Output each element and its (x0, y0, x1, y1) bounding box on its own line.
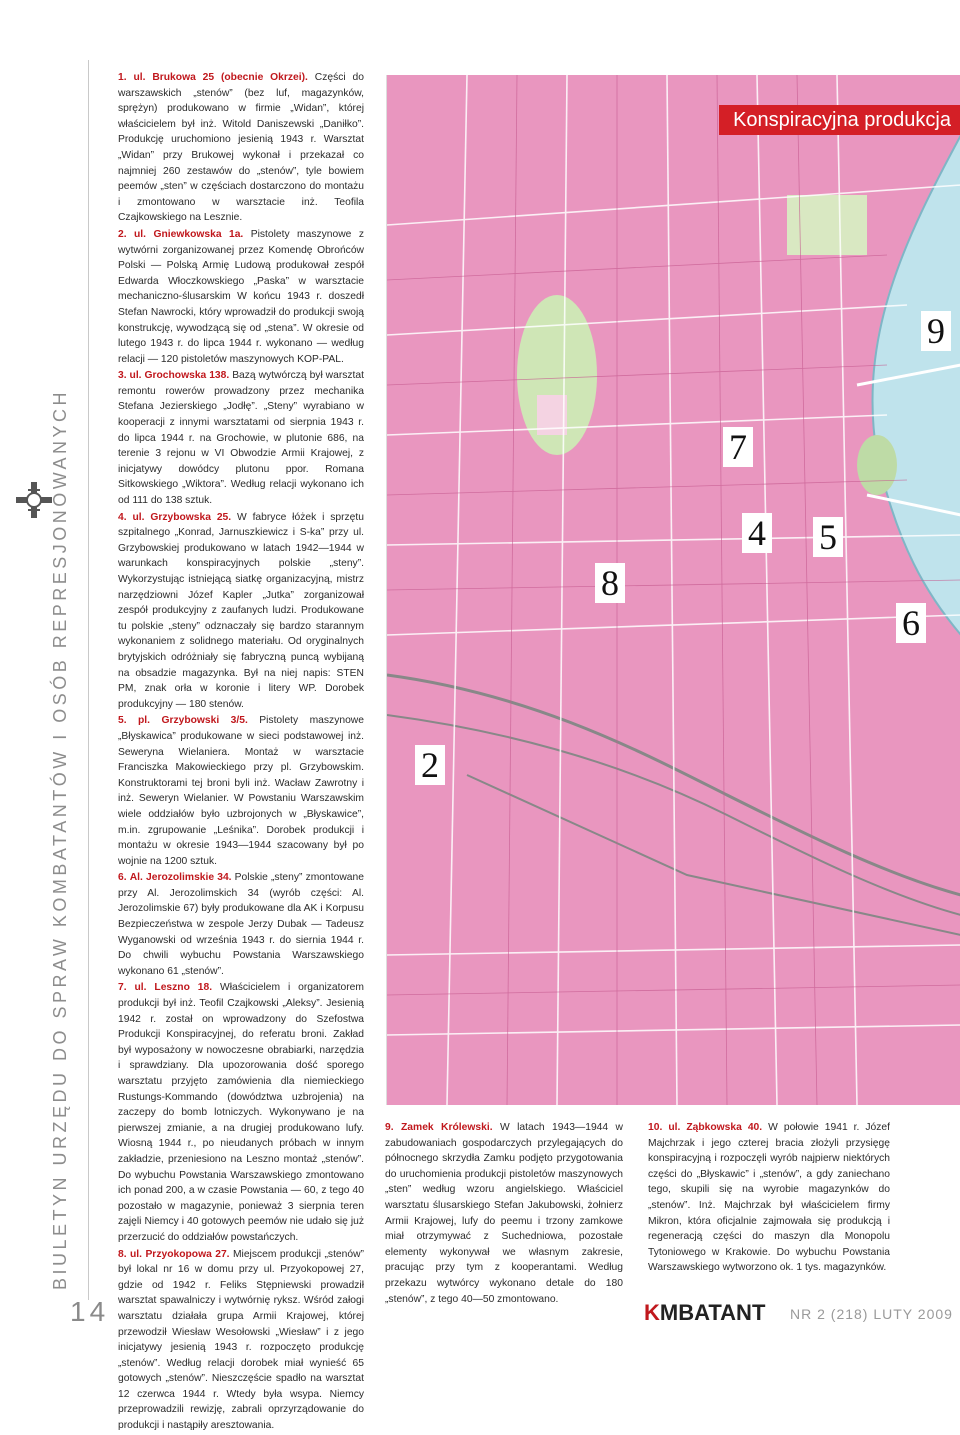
map-marker-8: 8 (595, 563, 625, 603)
entry-3: 3. ul. Grochowska 138. Bazą wytwórczą był warsztat remontu rowerów prowadzony przez mechanika Stefana Jezierskiego „Jodłę”. „Steny” wyrabiano w kooperacji z innymi warsztatami od sierpnia 1943 r. do lipca 1944 r. na Grochowie, w plutonie 686, na terenie 3 rejonu w VI Obwodzie Armii Krajowej, z inicjatywy dowódcy plutonu ppor. Romana Sitkowskiego „Wiktora”. Według relacji wykonano ich od 111 do 138 sztuk. (118, 370, 364, 507)
article-column-under-map-left (385, 1120, 623, 1308)
map-marker-4: 4 (742, 513, 772, 553)
issue-info: NR 2 (218) LUTY 2009 (790, 1306, 953, 1322)
entry-2: 2. ul. Gniewkowska 1a. Pistolety maszynowe z wytwórni zorganizowanej przez Komendę Obrońców Polski — Polską Armię Ludową produkował zespół Edwarda Włoczkowskiego „Paska” w warsztacie mechaniczno-ślusarskim W końcu 1943 r. doszedł Stefan Nawrocki, który wprowadził do produkcji swoją konstrukcję, wywodzącą się od „stena”. W okresie od lutego 1943 r. do lipca 1944 r. wykonano — według relacji — 120 pistoletów maszynowych KOP-PAL. (118, 228, 364, 365)
map-marker-9: 9 (921, 311, 951, 351)
spine-title: BIULETYN URZĘDU DO SPRAW KOMBATANTÓW I OSÓB REPRESJONOWANYCH (50, 388, 70, 1290)
article-column-left (118, 70, 364, 1435)
map-title: Konspiracyjna produkcja (719, 105, 960, 135)
entry-9: 9. Zamek Królewski. W latach 1943—1944 w zabudowaniach gospodarczych przylegających do północnego skrzydła Zamku podjęto przygotowania do uruchomienia produkcji pistoletów maszynowych „sten” według wzoru angielskiego. Właściciel warsztatu ślusarskiego Stefan Jakubowski, żołnierz Armii Krajowej, lufy do peemu i trzony zamkowe miał otrzymywać z Suchedniowa, pozostałe elementy wykonywał we własnym zakresie, pracując przy tym z kooperantami. Według przekazu wytwórcy wykonano detale do 180 „stenów”, z tego 40—50 zmontowano. (385, 1122, 623, 1305)
entry-5: 5. pl. Grzybowski 3/5. Pistolety maszynowe „Błyskawica” produkowane w sieci podstawowej inż. Seweryna Wielaniera. Montaż w warsztacie Franciszka Makowieckiego przy pl. Grzybowskim. Konstruktorami tej broni byli inż. Wacław Zawrotny i inż. Seweryn Wielanier. W Powstaniu Warszawskim wiele oddziałów było uzbrojonych w „Błyskawice”, m.in. zgrupowanie „Leśnika”. Dorobek produkcji i montażu w okresie 1943—1944 szacowany był po wojnie na 1200 sztuk. (118, 715, 364, 867)
spine (0, 0, 110, 1358)
map-marker-2: 2 (415, 745, 445, 785)
map-marker-5: 5 (813, 517, 843, 557)
spine-divider (88, 60, 89, 1300)
entry-7: 7. ul. Leszno 18. Właścicielem i organizatorem produkcji był inż. Teofil Czajkowski „Aleksy”. Jesienią 1942 r. został on wprowadzony do Szefostwa Produkcji Konspiracyjnej, do referatu broni. Zakład był wyposażony w nowoczesne obrabiarki, narzędzia i sprawdziany. Dla upozorowania dość sporego warsztatu przyjęto zamówienia dla niemieckiego Rustungs-Kommando (dowództwa uzbrojenia) na zaczepy do bomb lotniczych. Wykonywano je na pierwszej zmianie, a na drugiej produkowano lufy. Wiosną 1944 r., po nieudanych próbach w innym zakładzie, przeniesiono na Leszno montaż „stenów”. Do wybuchu Powstania Warszawskiego zmontowano ich ponad 200, a w czasie Powstania — 60, z tego 40 pozostało w magazynie, ponieważ 3 sierpnia teren zajęli Niemcy i 40 gotowych peemów nie udało się już przerzucić do oddziałów powstańczych. (118, 982, 364, 1243)
entry-4: 4. ul. Grzybowska 25. W fabryce łóżek i sprzętu szpitalnego „Konrad, Jarnuszkiewicz i S-ka” przy ul. Grzybowskiej produkowano w latach 1942—1944 w warunkach konspiracyjnych polskie „steny”. Wykorzystując istniejącą siatkę organizacyjną, mistrz narzędziowni Józef Kapler „Jutka” zorganizował zespół produkcyjny z zaufanych ludzi. Produkowane tu polskie „steny” odznaczały się bardzo starannym wykonaniem z solidnego materiału. Od oryginalnych brytyjskich odróżniały się fabryczną puncą wybijaną na obsadzie magazynka. Był na niej napis: STEN PM, znak orła w koronie i litery WP. Dorobek produkcyjny — 180 stenów. (118, 511, 364, 710)
entry-8: 8. ul. Przyokopowa 27. Miejscem produkcji „stenów” był lokal nr 16 w domu przy ul. Przyokopowej 27, gdzie od 1942 r. Feliks Stępniewski prowadził warsztat spawalniczy i wytwórnię ryksz. Wśród załogi warsztatu działała grupa Armii Krajowej, której przewodził Wiesław Wesołowski „Wiesław” i z jego inicjatywy jesienią 1943 r. rozpoczęto produkcję „stenów”. Według relacji dorobek miał wynieść 65 gotowych „stenów”. Nieszczęście spadło na warsztat 12 czerwca 1944 r. Wtedy była wsypa. Niemcy przeprowadzili rewizję, zabrali oprzyrządowanie do produkcji i nastąpiły aresztowania. (118, 1248, 364, 1432)
entry-10: 10. ul. Ząbkowska 40. W połowie 1941 r. Józef Majchrzak i jego czterej bracia złożyli przysięgę konspiracyjną i rozpoczęli wyrób najpierw niektórych części do „Błyskawic” i „stenów”, a gdy zaniechano tego, skupili się na wyrobie magazynków do „stenów”. Inż. Majchrzak był właścicielem firmy Mikron, która oficjalnie zajmowała się produkcją i regeneracją części do maszyn dla Monopolu Tytoniowego w Krakowie. Do wybuchu Powstania Warszawskiego wytworzono ok. 1 tys. magazynków. (648, 1122, 890, 1274)
city-map (386, 75, 960, 1105)
emblem-icon (14, 480, 54, 520)
map-image (387, 75, 960, 1105)
kombatant-logo: KMBATANT (644, 1300, 766, 1325)
page-number: 14 (70, 1296, 110, 1327)
entry-6: 6. Al. Jerozolimskie 34. Polskie „steny” zmontowane przy Al. Jerozolimskich 34 (wyrób części: Al. Jerozolimskie 67) były produkowane dla AK i Korpusu Bezpieczeństwa w zespole Jerzy Dubak — Tadeusz Wyganowski od września 1943 r. do siernia 1944 r. Do chwili wybuchu Powstania Warszawskiego wykonano 61 „stenów”. (118, 872, 364, 977)
map-marker-6: 6 (896, 603, 926, 643)
map-marker-7: 7 (723, 427, 753, 467)
entry-1: 1. ul. Brukowa 25 (obecnie Okrzei). Części do warszawskich „stenów” (bez luf, magazynków, sprężyn) produkowano w firmie „Widan”, której właścicielem był inż. Witold Daniszewski „Daniłko”. Produkcję uruchomiono jesienią 1943 r. Warsztat „Widan” przy Brukowej wykonał i przekazał co najmniej 260 zestawów do „stenów”, tyle bowiem peemów „sten” w częściach dostarczono do montażu i zmontowano w warsztacie inż. Teofila Czajkowskiego na Lesznie. (118, 72, 364, 224)
article-column-under-map-right (648, 1120, 890, 1277)
